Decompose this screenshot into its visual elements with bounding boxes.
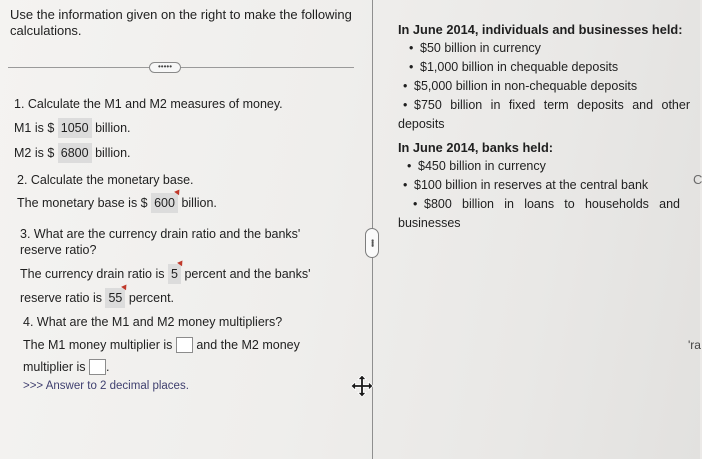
currency-drain-answer[interactable]: 5 (168, 264, 181, 284)
answer-hint (23, 378, 343, 394)
m2-prefix: M2 is $ (14, 146, 55, 160)
monetary-base-row (17, 193, 357, 213)
currency-drain-row (20, 264, 320, 284)
individuals-item: • $5,000 billion in non-chequable deposits (398, 77, 690, 96)
reserve-ratio-suffix: percent. (128, 291, 175, 305)
expand-button[interactable]: ••••• (149, 62, 181, 73)
banks-item-continued: businesses (398, 216, 461, 230)
question-1-text: 1. Calculate the M1 and M2 measures of money. (14, 97, 283, 111)
monetary-base-prefix: The monetary base is $ (17, 196, 148, 210)
instructions-text: Use the information given on the right to make the following calculations. (10, 7, 352, 38)
move-arrows-icon[interactable] (350, 374, 374, 398)
currency-drain-marked (168, 264, 181, 284)
offscreen-fragment: 'ra (688, 338, 701, 352)
m1-multiplier-prefix: The M1 money multiplier is (23, 338, 173, 352)
m2-multiplier-input[interactable] (89, 359, 106, 375)
individuals-item: • $750 billion in fixed term deposits and other (398, 96, 690, 115)
question-1 (14, 96, 354, 163)
drag-handle-icon[interactable]: •••• (365, 228, 379, 258)
hint-text: Answer to 2 decimal places. (45, 380, 189, 392)
banks-item: • $100 billion in reserves at the central bank (398, 176, 690, 195)
m1-row (14, 118, 354, 138)
m2-suffix: billion. (95, 146, 131, 160)
currency-drain-prefix: The currency drain ratio is (20, 267, 165, 281)
m1-answer[interactable]: 1050 (58, 118, 92, 138)
question-2-text: 2. Calculate the monetary base. (17, 173, 194, 187)
section-divider (8, 67, 354, 68)
monetary-base-marked (151, 193, 178, 213)
right-panel (398, 20, 690, 233)
question-2 (17, 172, 357, 213)
individuals-heading: In June 2014, individuals and businesses held: (398, 22, 683, 37)
banks-item: • $800 billion in loans to households and (408, 195, 680, 214)
m1-prefix: M1 is $ (14, 121, 55, 135)
m1-suffix: billion. (95, 121, 131, 135)
offscreen-fragment: C (693, 172, 702, 187)
individuals-item: • $1,000 billion in chequable deposits (404, 58, 690, 77)
question-3-text: 3. What are the currency drain ratio and the banks' reserve ratio? (20, 227, 301, 257)
banks-item: • $450 billion in currency (402, 157, 690, 176)
m1-multiplier-row (23, 336, 343, 354)
reserve-ratio-answer[interactable]: 55 (105, 288, 125, 308)
currency-drain-mid: percent and the banks' (184, 267, 311, 281)
m1-multiplier-input[interactable] (176, 337, 193, 353)
reserve-ratio-prefix: reserve ratio is (20, 291, 102, 305)
individuals-item: • $50 billion in currency (404, 39, 690, 58)
question-3 (20, 226, 320, 308)
monetary-base-answer[interactable]: 600 (151, 193, 178, 213)
individuals-item-continued: deposits (398, 117, 445, 131)
hint-arrow-icon: >>> (23, 380, 44, 392)
m1-multiplier-mid: and the M2 money (196, 338, 300, 352)
m2-row (14, 143, 354, 163)
reserve-ratio-marked (105, 288, 125, 308)
banks-heading: In June 2014, banks held: (398, 140, 554, 155)
m2-multiplier-row (23, 358, 343, 376)
reserve-ratio-row (20, 288, 320, 308)
question-4-text: 4. What are the M1 and M2 money multipliers? (23, 315, 283, 329)
question-4 (23, 314, 343, 394)
m2-multiplier-prefix: multiplier is (23, 360, 86, 374)
monetary-base-suffix: billion. (181, 196, 217, 210)
m2-answer[interactable]: 6800 (58, 143, 92, 163)
m2-multiplier-suffix: . (106, 360, 110, 374)
